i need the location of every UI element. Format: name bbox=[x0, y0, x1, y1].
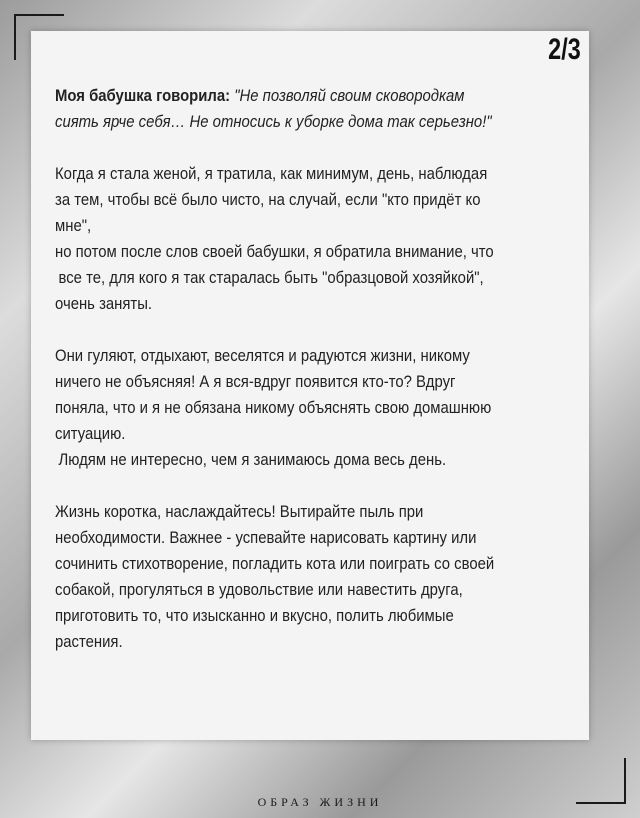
quote-lead: Моя бабушка говорила: bbox=[55, 86, 231, 105]
paragraph-3-line: сочинить стихотворение, погладить кота или поиграть со своей bbox=[55, 554, 495, 573]
paragraph-1 bbox=[55, 161, 545, 317]
page-number: 2/3 bbox=[548, 33, 581, 66]
paragraph-1-line: очень заняты. bbox=[55, 294, 153, 313]
paragraph-2-line: Они гуляют, отдыхают, веселятся и радуются жизни, никому bbox=[55, 346, 470, 365]
paragraph-3-line: необходимости. Важнее - успевайте нарисовать картину или bbox=[55, 528, 477, 547]
text-card bbox=[31, 31, 589, 740]
paragraph-2-line: поняла, что и я не обязана никому объяснять свою домашнюю bbox=[55, 398, 492, 417]
paragraph-3-line: собакой, прогуляться в удовольствие или навестить друга, bbox=[55, 580, 463, 599]
paragraph-1-line: за тем, чтобы всё было чисто, на случай, если "кто придёт ко bbox=[55, 190, 481, 209]
quote-paragraph bbox=[55, 83, 545, 135]
paragraph-1-line: мне", bbox=[55, 216, 92, 235]
paragraph-2-line: Людям не интересно, чем я занимаюсь дома весь день. bbox=[58, 450, 447, 469]
quote-text-line1: "Не позволяй своим сковородкам bbox=[234, 86, 465, 105]
paragraph-1-line: но потом после слов своей бабушки, я обратила внимание, что bbox=[55, 242, 494, 261]
paragraph-3-line: приготовить то, что изысканно и вкусно, полить любимые bbox=[55, 606, 454, 625]
paragraph-2-line: ситуацию. bbox=[55, 424, 126, 443]
paragraph-2 bbox=[55, 343, 545, 473]
paragraph-1-line: все те, для кого я так старалась быть "образцовой хозяйкой", bbox=[58, 268, 484, 287]
paragraph-2-line: ничего не объясняя! А я вся-вдруг появится кто-то? Вдруг bbox=[55, 372, 456, 391]
footer-brand: ОБРАЗ ЖИЗНИ bbox=[257, 795, 383, 809]
paragraph-3-line: растения. bbox=[55, 632, 123, 651]
paragraph-3-line: Жизнь коротка, наслаждайтесь! Вытирайте пыль при bbox=[55, 502, 424, 521]
quote-text-line2: сиять ярче себя… Не относись к уборке дома так серьезно!" bbox=[55, 112, 492, 131]
paragraph-3 bbox=[55, 499, 545, 655]
paragraph-1-line: Когда я стала женой, я тратила, как минимум, день, наблюдая bbox=[55, 164, 488, 183]
article-body bbox=[55, 83, 545, 681]
